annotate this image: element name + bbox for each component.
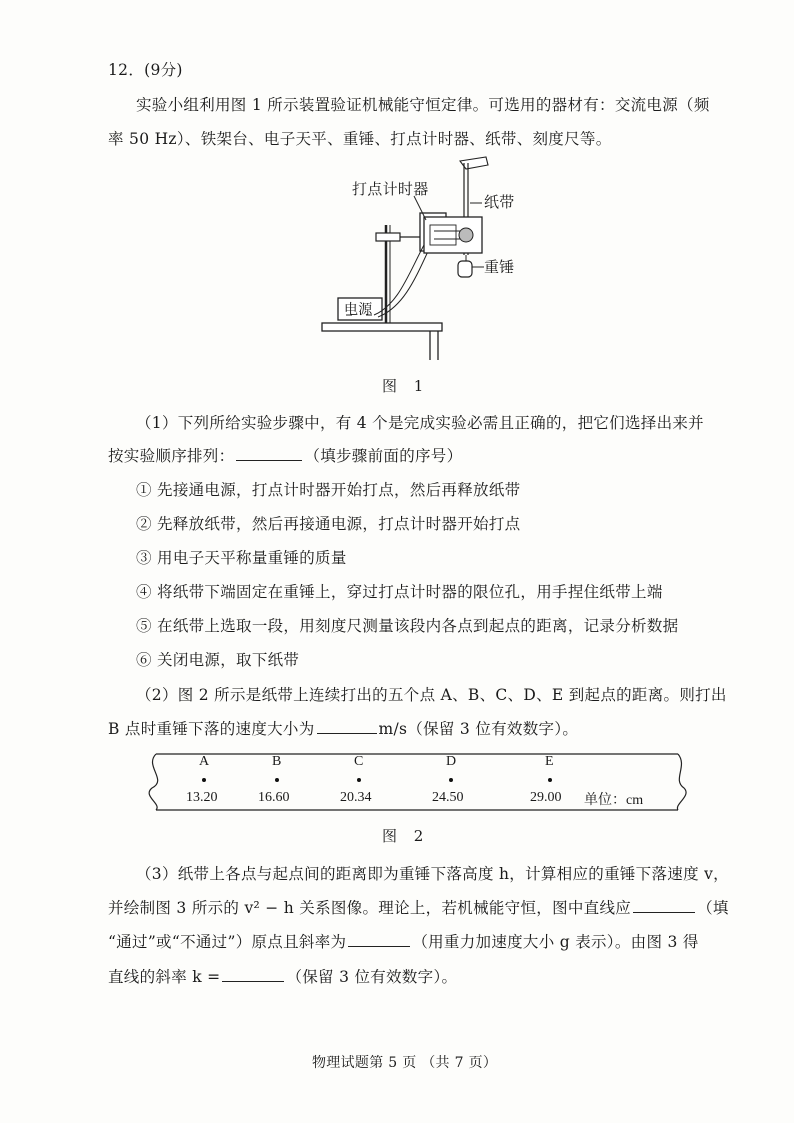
tape-dot-c: [357, 778, 361, 782]
step-6: ⑥ 关闭电源，取下纸带: [136, 651, 300, 669]
step-3: ③ 用电子天平称量重锤的质量: [136, 549, 347, 567]
part3-line-2-after: （填: [697, 899, 729, 917]
part3-line-4: [108, 965, 457, 987]
tape-dot-a: [202, 778, 206, 782]
label-tape: 纸带: [484, 193, 515, 211]
tape-letter-e: E: [545, 754, 554, 769]
tape-value-e: 29.00: [530, 790, 562, 805]
tape-dot-b: [275, 778, 279, 782]
tape-value-a: 13.20: [186, 790, 218, 805]
part2-line-2: [108, 717, 578, 739]
part2-line-1: （2）图 2 所示是纸带上连续打出的五个点 A、B、C、D、E 到起点的距离。则打出: [136, 686, 727, 704]
part1-line-2-before: 按实验顺序排列：: [108, 447, 235, 465]
step-1: ① 先接通电源，打点计时器开始打点，然后再释放纸带: [136, 481, 521, 499]
part3-line-4-before: 直线的斜率 k =: [108, 968, 221, 986]
part3-line-1: （3）纸带上各点与起点间的距离即为重锤下落高度 h，计算相应的重锤下落速度 v，: [136, 865, 729, 883]
label-tape-leader: [470, 200, 484, 206]
tape-letter-c: C: [354, 754, 364, 769]
intro-line-2: 率 50 Hz）、铁架台、电子天平、重锤、打点计时器、纸带、刻度尺等。: [108, 130, 612, 148]
part3-line-2: [108, 896, 729, 918]
part3-line-3-after: （用重力加速度大小 g 表示）。由图 3 得: [412, 933, 699, 951]
intro-line-1: 实验小组利用图 1 所示装置验证机械能守恒定律。可选用的器材有：交流电源（频: [136, 96, 710, 114]
tape-unit: 单位：cm: [584, 793, 644, 808]
part3-line-3-before: “通过”或“不通过”）原点且斜率为: [108, 933, 347, 951]
question-number: 12．(9分): [108, 61, 183, 79]
tape-value-c: 20.34: [340, 790, 372, 805]
tape-value-b: 16.60: [258, 790, 290, 805]
part2-line-2-before: B 点时重锤下落的速度大小为: [108, 720, 315, 738]
step-4: ④ 将纸带下端固定在重锤上，穿过打点计时器的限位孔，用手捏住纸带上端: [136, 583, 663, 601]
answer-blank-5[interactable]: [222, 967, 284, 982]
answer-blank-1[interactable]: [236, 446, 302, 461]
label-power: 电源: [344, 302, 373, 318]
label-timer: 打点计时器: [352, 180, 429, 198]
figure-1-caption: 图 1: [382, 377, 430, 395]
part1-line-2-after: （填步骤前面的序号）: [304, 447, 463, 465]
part3-line-3: [108, 930, 699, 952]
step-5: ⑤ 在纸带上选取一段，用刻度尺测量该段内各点到起点的距离，记录分析数据: [136, 617, 679, 635]
tape-letter-d: D: [446, 754, 457, 769]
tape-dot-d: [449, 778, 453, 782]
tape-letter-b: B: [272, 754, 282, 769]
part3-line-2-before: 并绘制图 3 所示的 v² − h 关系图像。理论上，若机械能守恒，图中直线应: [108, 899, 632, 917]
label-weight: 重锤: [484, 258, 515, 276]
tape-dot-e: [548, 778, 552, 782]
answer-blank-3[interactable]: [633, 898, 695, 913]
figure-2-caption: 图 2: [382, 827, 430, 845]
label-timer-leader: [412, 194, 432, 224]
part3-line-4-after: （保留 3 位有效数字）。: [286, 968, 458, 986]
tape-letter-a: A: [199, 754, 210, 769]
part1-line-1: （1）下列所给实验步骤中，有 4 个是完成实验必需且正确的，把它们选择出来并: [136, 414, 704, 432]
answer-blank-4[interactable]: [348, 932, 410, 947]
answer-blank-2[interactable]: [317, 719, 377, 734]
tape-value-d: 24.50: [432, 790, 464, 805]
part2-line-2-after: m/s（保留 3 位有效数字）。: [378, 720, 579, 738]
part1-line-2: [108, 444, 462, 466]
page-footer: 物理试题第 5 页 （共 7 页）: [312, 1055, 498, 1071]
label-weight-leader: [472, 264, 486, 270]
step-2: ② 先释放纸带，然后再接通电源，打点计时器开始打点: [136, 515, 521, 533]
